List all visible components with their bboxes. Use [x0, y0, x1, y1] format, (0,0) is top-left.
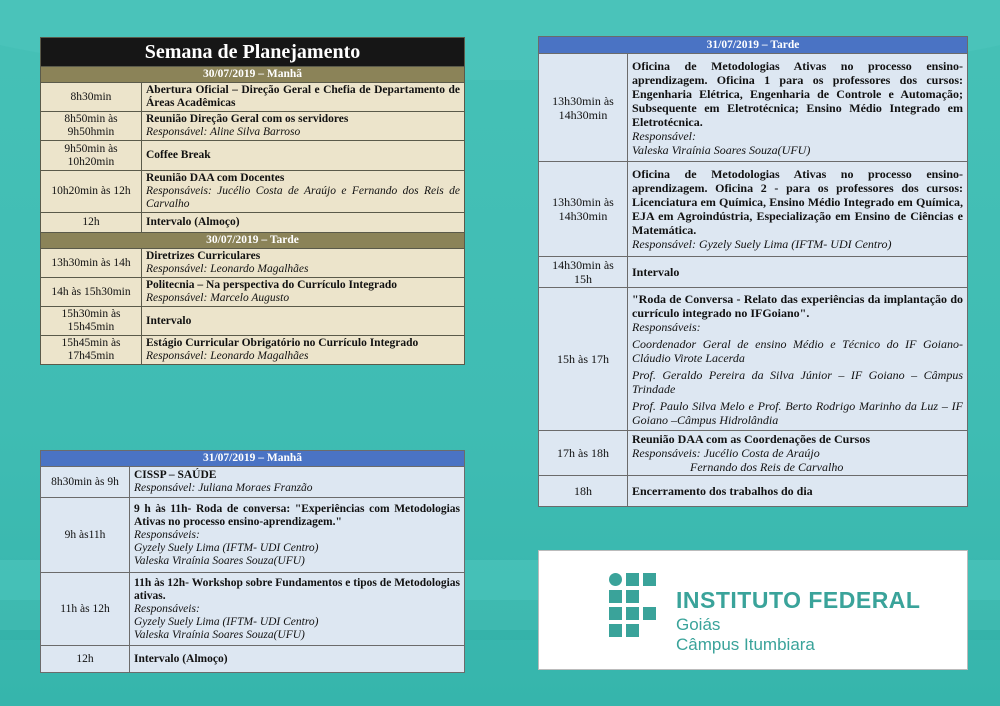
row-time: 13h30min às 14h30min: [539, 54, 628, 162]
row-time: 18h: [539, 476, 628, 507]
table-row: [539, 162, 968, 257]
table-row: [539, 257, 968, 288]
row-responsible: Valeska Viraínia Soares Souza(UFU): [134, 628, 305, 641]
row-time: 12h: [41, 213, 142, 233]
row-responsible: Responsável: Leonardo Magalhães: [146, 263, 309, 275]
row-time: 14h às 15h30min: [41, 278, 142, 307]
row-time: 8h30min às 9h: [41, 467, 130, 498]
row-responsible: Responsável: Marcelo Augusto: [146, 292, 290, 304]
table-row: [41, 171, 465, 213]
schedule-table-31-07-morning: [40, 450, 465, 673]
row-responsible: Valeska Viraínia Soares Souza(UFU): [134, 554, 305, 567]
row-activity: Estágio Curricular Obrigatório no Currículo Integrado: [146, 337, 419, 349]
row-activity: "Roda de Conversa - Relato das experiências da implantação do currículo integrado no IFGoiano".: [632, 291, 963, 320]
row-time: 15h45min às 17h45min: [41, 336, 142, 365]
row-activity: Oficina de Metodologias Ativas no processo ensino-aprendizagem. Oficina 1 para os professores dos cursos: Engenharia Elétrica, Engenharia de Controle e Automação; Subsequente em Eletrotécnica; Ensino Médio Integrado em Eletrotécnica.: [632, 58, 963, 129]
row-time: 11h às 12h: [41, 573, 130, 646]
table-row: [539, 288, 968, 431]
row-responsible: Prof. Paulo Silva Melo e Prof. Berto Rodrigo Marinho da Luz – IF Goiano –Câmpus Hidrolândia: [632, 398, 963, 427]
logo-title: INSTITUTO FEDERAL: [676, 587, 921, 613]
institution-logo-box: [538, 550, 968, 670]
table-row: [41, 112, 465, 141]
page-title: Semana de Planejamento: [41, 38, 465, 67]
row-time: 13h30min às 14h: [41, 249, 142, 278]
row-activity: Oficina de Metodologias Ativas no processo ensino-aprendizagem. Oficina 2 - para os professores dos cursos: Licenciatura em Química, Ensino Médio Integrado em Química, EJA em Agroindústria, Especialização em Ensino de Ciências e Matemática.: [632, 167, 963, 237]
row-time: 12h: [41, 646, 130, 673]
logo-state: Goiás: [676, 615, 721, 634]
schedule-table-31-07-afternoon: [538, 36, 968, 507]
row-responsible: Valeska Viraínia Soares Souza(UFU): [632, 142, 811, 157]
table-row: [41, 278, 465, 307]
row-activity: Abertura Oficial – Direção Geral e Chefia de Departamento de Áreas Acadêmicas: [142, 83, 465, 112]
header-31-07-afternoon: 31/07/2019 – Tarde: [539, 37, 968, 54]
row-activity: 11h às 12h- Workshop sobre Fundamentos e tipos de Metodologias ativas.: [134, 576, 460, 602]
row-activity: Diretrizes Curriculares: [146, 250, 261, 262]
table-row: [539, 54, 968, 162]
row-time: 15h30min às 15h45min: [41, 307, 142, 336]
table-row: [41, 83, 465, 112]
row-time: 10h20min às 12h: [41, 171, 142, 213]
row-activity: Coffee Break: [142, 141, 465, 171]
table-row: [41, 336, 465, 365]
row-responsible: Responsáveis: Jucélio Costa de Araújo e Fernando dos Reis de Carvalho: [146, 185, 460, 210]
row-time: 13h30min às 14h30min: [539, 162, 628, 257]
row-responsible-label: Responsável:: [632, 128, 696, 143]
row-time: 8h30min: [41, 83, 142, 112]
row-time: 8h50min às 9h50hmin: [41, 112, 142, 141]
table-row: [41, 573, 465, 646]
row-time: 9h às11h: [41, 498, 130, 573]
row-activity: Reunião DAA com Docentes: [146, 172, 285, 184]
table-row: [41, 249, 465, 278]
schedule-table-30-07: [40, 37, 465, 365]
row-activity: Intervalo: [142, 307, 465, 336]
row-time: 17h às 18h: [539, 431, 628, 476]
row-activity: Intervalo (Almoço): [142, 213, 465, 233]
table-row: [41, 467, 465, 498]
row-responsible: Responsável: Juliana Moraes Franzão: [134, 482, 313, 494]
row-responsible: Responsável: Aline Silva Barroso: [146, 126, 301, 138]
table-row: [539, 431, 968, 476]
header-30-07-morning: 30/07/2019 – Manhã: [41, 67, 465, 83]
row-responsible: Responsável: Leonardo Magalhães: [146, 350, 309, 362]
row-responsible: Fernando dos Reis de Carvalho: [690, 460, 844, 474]
row-responsible-label: Responsáveis:: [632, 319, 701, 334]
row-responsible-label: Responsáveis:: [134, 528, 200, 541]
row-activity: Politecnia – Na perspectiva do Currículo Integrado: [146, 279, 398, 291]
row-activity: CISSP – SAÚDE: [134, 469, 217, 481]
table-row: [539, 476, 968, 507]
header-31-07-morning: 31/07/2019 – Manhã: [41, 451, 465, 467]
row-responsible: Gyzely Suely Lima (IFTM- UDI Centro): [134, 541, 319, 554]
table-row: [41, 646, 465, 673]
row-responsible: Gyzely Suely Lima (IFTM- UDI Centro): [134, 615, 319, 628]
row-time: 9h50min às 10h20min: [41, 141, 142, 171]
table-row: [41, 213, 465, 233]
row-responsible: Responsáveis: Jucélio Costa de Araújo: [632, 446, 820, 460]
row-activity: Intervalo: [628, 257, 968, 288]
logo-campus: Câmpus Itumbiara: [676, 635, 815, 654]
header-30-07-afternoon: 30/07/2019 – Tarde: [41, 233, 465, 249]
row-activity: Intervalo (Almoço): [130, 646, 465, 673]
row-time: 15h às 17h: [539, 288, 628, 431]
table-row: [41, 498, 465, 573]
row-activity: Encerramento dos trabalhos do dia: [628, 476, 968, 507]
row-responsible: Coordenador Geral de ensino Médio e Técnico do IF Goiano-Cláudio Virote Lacerda: [632, 336, 963, 365]
row-activity: 9 h às 11h- Roda de conversa: "Experiências com Metodologias Ativas no processo ensino-aprendizagem.": [134, 502, 460, 528]
row-responsible: Responsável: Gyzely Suely Lima (IFTM- UDI Centro): [632, 237, 892, 251]
row-time: 14h30min às 15h: [539, 257, 628, 288]
if-logo-icon: [609, 573, 659, 645]
row-activity: Reunião DAA com as Coordenações de Cursos: [632, 432, 870, 446]
table-row: [41, 141, 465, 171]
row-activity: Reunião Direção Geral com os servidores: [146, 113, 349, 125]
row-responsible-label: Responsáveis:: [134, 602, 200, 615]
table-row: [41, 307, 465, 336]
row-responsible: Prof. Geraldo Pereira da Silva Júnior – IF Goiano – Câmpus Trindade: [632, 367, 963, 396]
